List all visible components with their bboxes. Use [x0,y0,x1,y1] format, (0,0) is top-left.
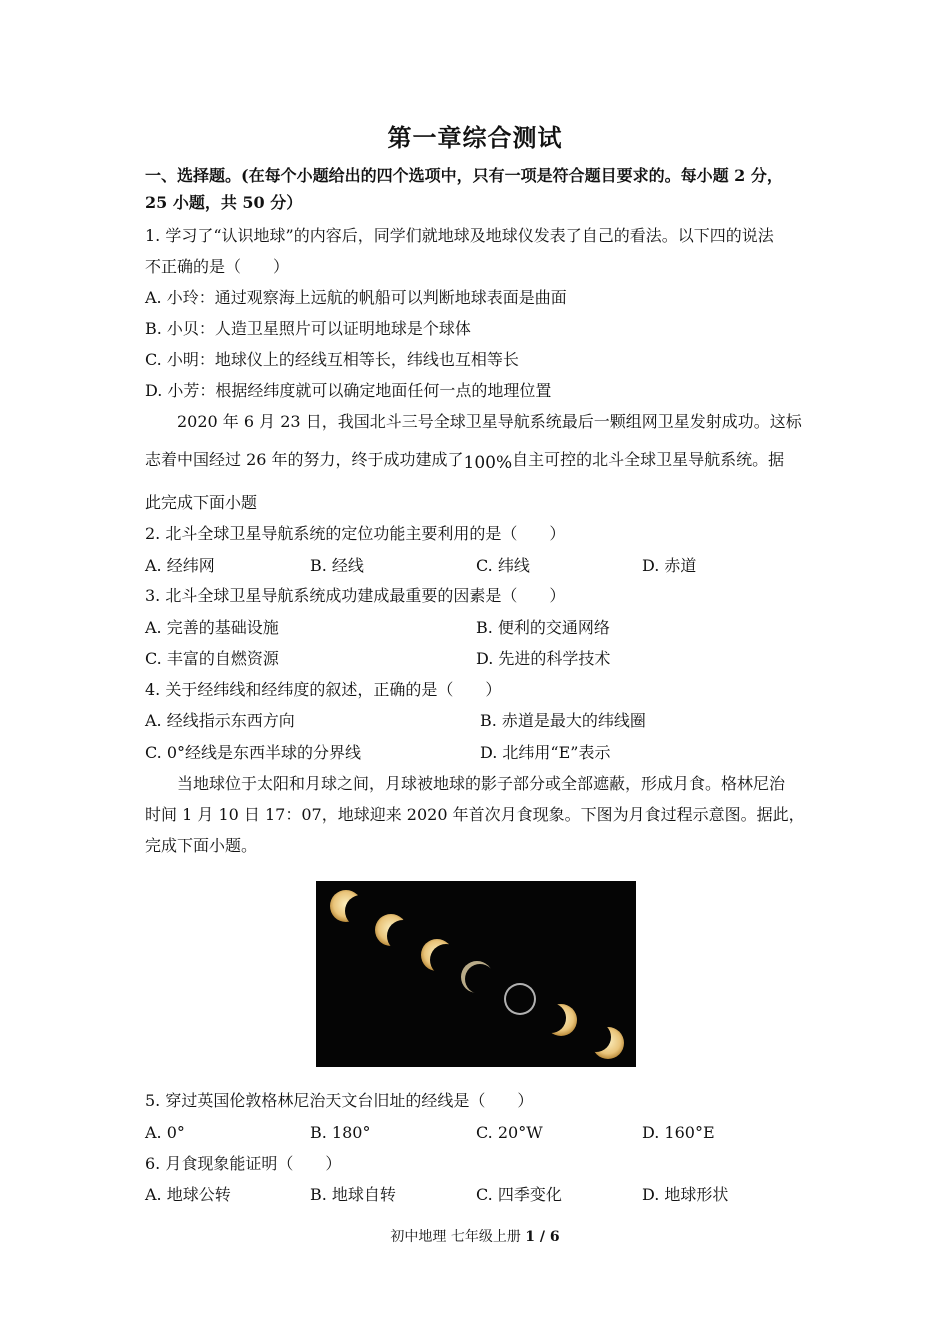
q1-stem-line2: 不正确的是（ ） [145,257,290,276]
q2-option-d: D. 赤道 [642,556,697,575]
q2-option-c: C. 纬线 [476,556,530,575]
q1-option-b: B. 小贝：人造卫星照片可以证明地球是个球体 [145,319,471,338]
passage1-line2-post: 自主可控的北斗全球卫星导航系统。据 [512,450,785,469]
page-footer [0,1226,950,1246]
moon-phase-6 [545,1004,577,1036]
q4-stem: 4. 关于经纬线和经纬度的叙述，正确的是（ ） [145,680,502,699]
q1-option-a: A. 小玲：通过观察海上远航的帆船可以判断地球表面是曲面 [145,288,567,307]
passage1-line1: 2020 年 6 月 23 日，我国北斗三号全球卫星导航系统最后一颗组网卫星发射成功。这标 [177,412,802,431]
passage1-percent: 100% [463,453,513,473]
lunar-eclipse-figure [316,881,636,1067]
page-number: 1 / 6 [525,1229,560,1245]
passage1-line2-pre: 志着中国经过 26 年的努力，终于成功建成了 [145,450,464,469]
q5-stem: 5. 穿过英国伦敦格林尼治天文台旧址的经线是（ ） [145,1091,534,1110]
q3-option-b: B. 便利的交通网络 [476,618,610,637]
q4-option-d: D. 北纬用“E”表示 [480,743,611,762]
q6-option-a: A. 地球公转 [145,1185,231,1204]
page-title: 第一章综合测试 [387,123,563,152]
q5-option-b: B. 180° [310,1123,371,1142]
footer-text: 初中地理 七年级上册 [390,1229,526,1245]
section-heading-line2: 25 小题，共 50 分） [145,193,303,212]
moon-phase-2 [375,914,407,946]
moon-phase-3 [421,939,453,971]
q3-stem: 3. 北斗全球卫星导航系统成功建成最重要的因素是（ ） [145,586,566,605]
moon-phase-5 [504,983,536,1015]
q2-option-a: A. 经纬网 [145,556,215,575]
moon-phase-1 [330,890,362,922]
q5-option-a: A. 0° [145,1123,185,1142]
passage1-line3: 此完成下面小题 [145,493,258,512]
q5-option-d: D. 160°E [642,1123,715,1142]
q3-option-d: D. 先进的科学技术 [476,649,611,668]
q2-stem: 2. 北斗全球卫星导航系统的定位功能主要利用的是（ ） [145,524,566,543]
q1-option-c: C. 小明：地球仪上的经线互相等长，纬线也互相等长 [145,350,519,369]
passage2-line1: 当地球位于太阳和月球之间，月球被地球的影子部分或全部遮蔽，形成月食。格林尼治 [177,774,786,793]
q2-option-b: B. 经线 [310,556,364,575]
lunar-eclipse-image [316,881,636,1067]
q1-option-d: D. 小芳：根据经纬度就可以确定地面任何一点的地理位置 [145,381,552,400]
q1-stem-line1: 1. 学习了“认识地球”的内容后，同学们就地球及地球仪发表了自己的看法。以下四的说法 [145,226,774,245]
q3-option-a: A. 完善的基础设施 [145,618,279,637]
moon-phase-7 [592,1027,624,1059]
moon-phase-4 [461,961,493,993]
q6-option-c: C. 四季变化 [476,1185,562,1204]
passage1-line2 [145,449,784,471]
q4-option-b: B. 赤道是最大的纬线圈 [480,711,646,730]
q4-option-a: A. 经线指示东西方向 [145,711,295,730]
q5-option-c: C. 20°W [476,1123,543,1142]
q6-option-d: D. 地球形状 [642,1185,729,1204]
q4-option-c: C. 0°经线是东西半球的分界线 [145,743,362,762]
q6-stem: 6. 月食现象能证明（ ） [145,1154,342,1173]
section-heading-line1: 一、选择题。(在每个小题给出的四个选项中，只有一项是符合题目要求的。每小题 2 分， [145,166,783,185]
passage2-line2: 时间 1 月 10 日 17：07，地球迎来 2020 年首次月食现象。下图为月食过程示意图。据此， [145,805,805,824]
q6-option-b: B. 地球自转 [310,1185,396,1204]
passage2-line3: 完成下面小题。 [145,836,258,855]
q3-option-c: C. 丰富的自燃资源 [145,649,279,668]
